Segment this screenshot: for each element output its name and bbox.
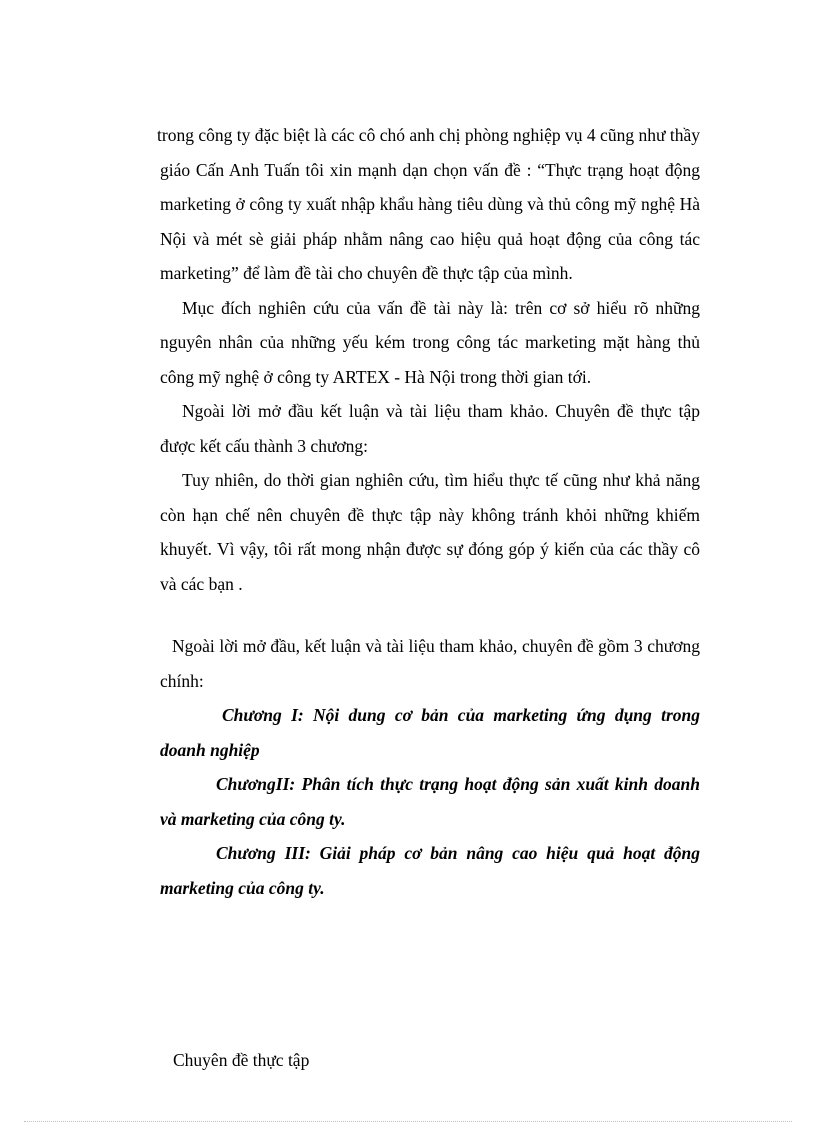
paragraph-topic-selection: trong công ty đặc biệt là các cô chó anh chị phòng nghiệp vụ 4 cũng như thầy giáo Cấn Anh Tuấn tôi xin mạnh dạn chọn vấn đề : “Thực trạng hoạt động marketing ở công ty xuất nhập khẩu hàng tiêu dùng và thủ công mỹ nghệ Hà Nội và mét sè giải pháp nhằm nâng cao hiệu quả hoạt động của công tác marketing” để làm đề tài cho chuyên đề thực tập của mình.: [157, 125, 700, 283]
paragraph-chapter-intro: Ngoài lời mở đầu, kết luận và tài liệu tham khảo, chuyên đề gồm 3 chương chính:: [160, 636, 700, 691]
page-footer-label: Chuyên đề thực tập: [173, 1050, 310, 1070]
footer-dotted-rule: [24, 1121, 792, 1122]
chapter-2-title: ChươngII: Phân tích thực trạng hoạt động sản xuất kinh doanh và marketing của công ty.: [160, 774, 700, 829]
paragraph-limitations: Tuy nhiên, do thời gian nghiên cứu, tìm hiểu thực tế cũng như khả năng còn hạn chế nên chuyên đề thực tập này không tránh khỏi những khiếm khuyết. Vì vậy, tôi rất mong nhận được sự đóng góp ý kiến của các thầy cô và các bạn .: [160, 470, 700, 594]
chapter-1-title: Chương I: Nội dung cơ bản của marketing ứng dụng trong doanh nghiệp: [160, 705, 700, 760]
paragraph-gap: [160, 601, 700, 629]
paragraph-structure: Ngoài lời mở đầu kết luận và tài liệu tham khảo. Chuyên đề thực tập được kết cấu thành 3 chương:: [160, 401, 700, 456]
document-body: [157, 118, 700, 905]
paragraph-research-purpose: Mục đích nghiên cứu của vấn đề tài này là: trên cơ sở hiểu rõ những nguyên nhân của những yếu kém trong công tác marketing mặt hàng thủ công mỹ nghệ ở công ty ARTEX - Hà Nội trong thời gian tới.: [160, 297, 700, 387]
chapter-3-title: Chương III: Giải pháp cơ bản nâng cao hiệu quả hoạt động marketing của công ty.: [160, 843, 700, 898]
